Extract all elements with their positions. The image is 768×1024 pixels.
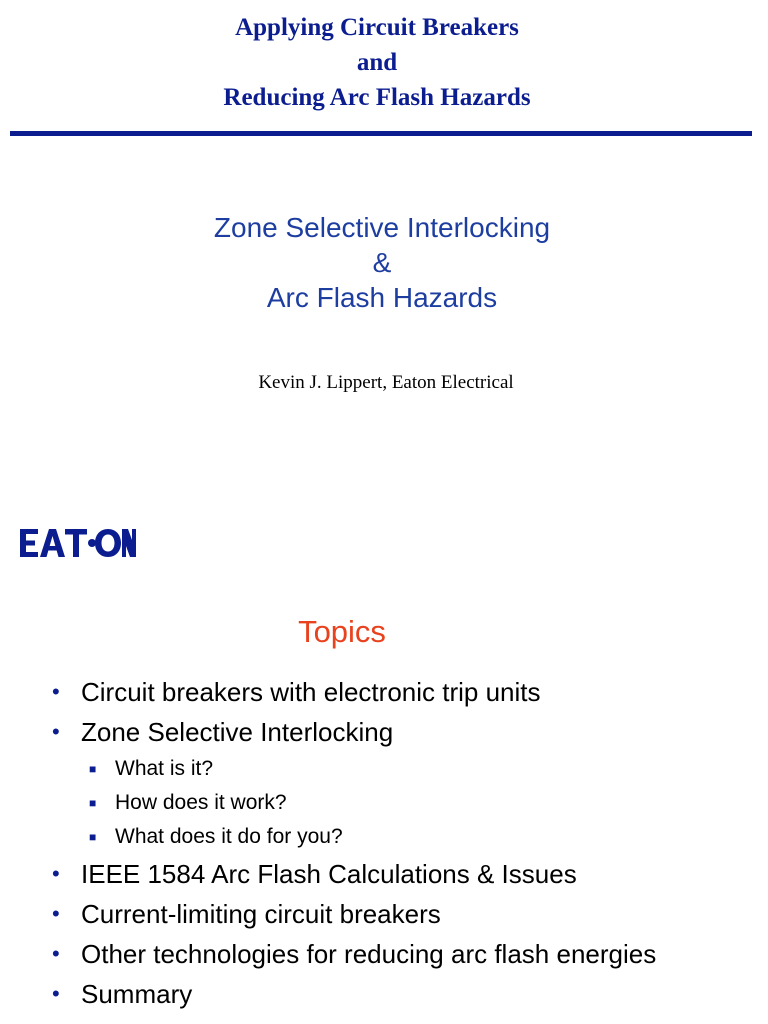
topic-item [0, 712, 768, 752]
title-line-3: Reducing Arc Flash Hazards [223, 84, 531, 111]
square-bullet-icon: ■ [89, 762, 97, 776]
subtitle-line-3: Arc Flash Hazards [266, 282, 498, 313]
topic-label: Zone Selective Interlocking [81, 717, 394, 747]
bullet-icon: • [52, 901, 60, 926]
topic-item [0, 934, 768, 974]
subtopic-item [0, 786, 768, 820]
topic-label: Current-limiting circuit breakers [81, 899, 441, 929]
bullet-icon: • [52, 941, 60, 966]
document-title [0, 10, 754, 115]
subtopic-item [0, 752, 768, 786]
subtopic-label: How does it work? [115, 791, 287, 814]
title-line-1: Applying Circuit Breakers [235, 14, 519, 41]
topic-label: Other technologies for reducing arc flash energies [81, 939, 657, 969]
subtopic-label: What does it do for you? [115, 825, 343, 848]
subtitle-line-1: Zone Selective Interlocking [213, 212, 551, 243]
bullet-icon: • [52, 861, 60, 886]
topic-item [0, 672, 768, 712]
eaton-logo [20, 528, 136, 558]
topic-item [0, 854, 768, 894]
bullet-icon: • [52, 679, 60, 704]
topic-item [0, 894, 768, 934]
topic-list [0, 672, 768, 1014]
topic-label: Summary [81, 979, 193, 1009]
subtopic-list [0, 752, 768, 854]
topic-item [0, 974, 768, 1014]
slide-subtitle [0, 210, 764, 315]
subtopic-label: What is it? [115, 757, 214, 780]
title-line-2: and [356, 49, 398, 76]
subtopic-group [0, 752, 768, 854]
topic-label: Circuit breakers with electronic trip units [81, 677, 541, 707]
square-bullet-icon: ■ [89, 796, 97, 810]
author-line: Kevin J. Lippert, Eaton Electrical [258, 372, 514, 393]
title-divider [10, 131, 752, 136]
subtopic-item [0, 820, 768, 854]
square-bullet-icon: ■ [89, 830, 97, 844]
topic-label: IEEE 1584 Arc Flash Calculations & Issues [81, 859, 577, 889]
bullet-icon: • [52, 981, 60, 1006]
subtitle-line-2: & [372, 247, 392, 278]
bullet-icon: • [52, 719, 60, 744]
topics-heading: Topics [298, 614, 386, 649]
